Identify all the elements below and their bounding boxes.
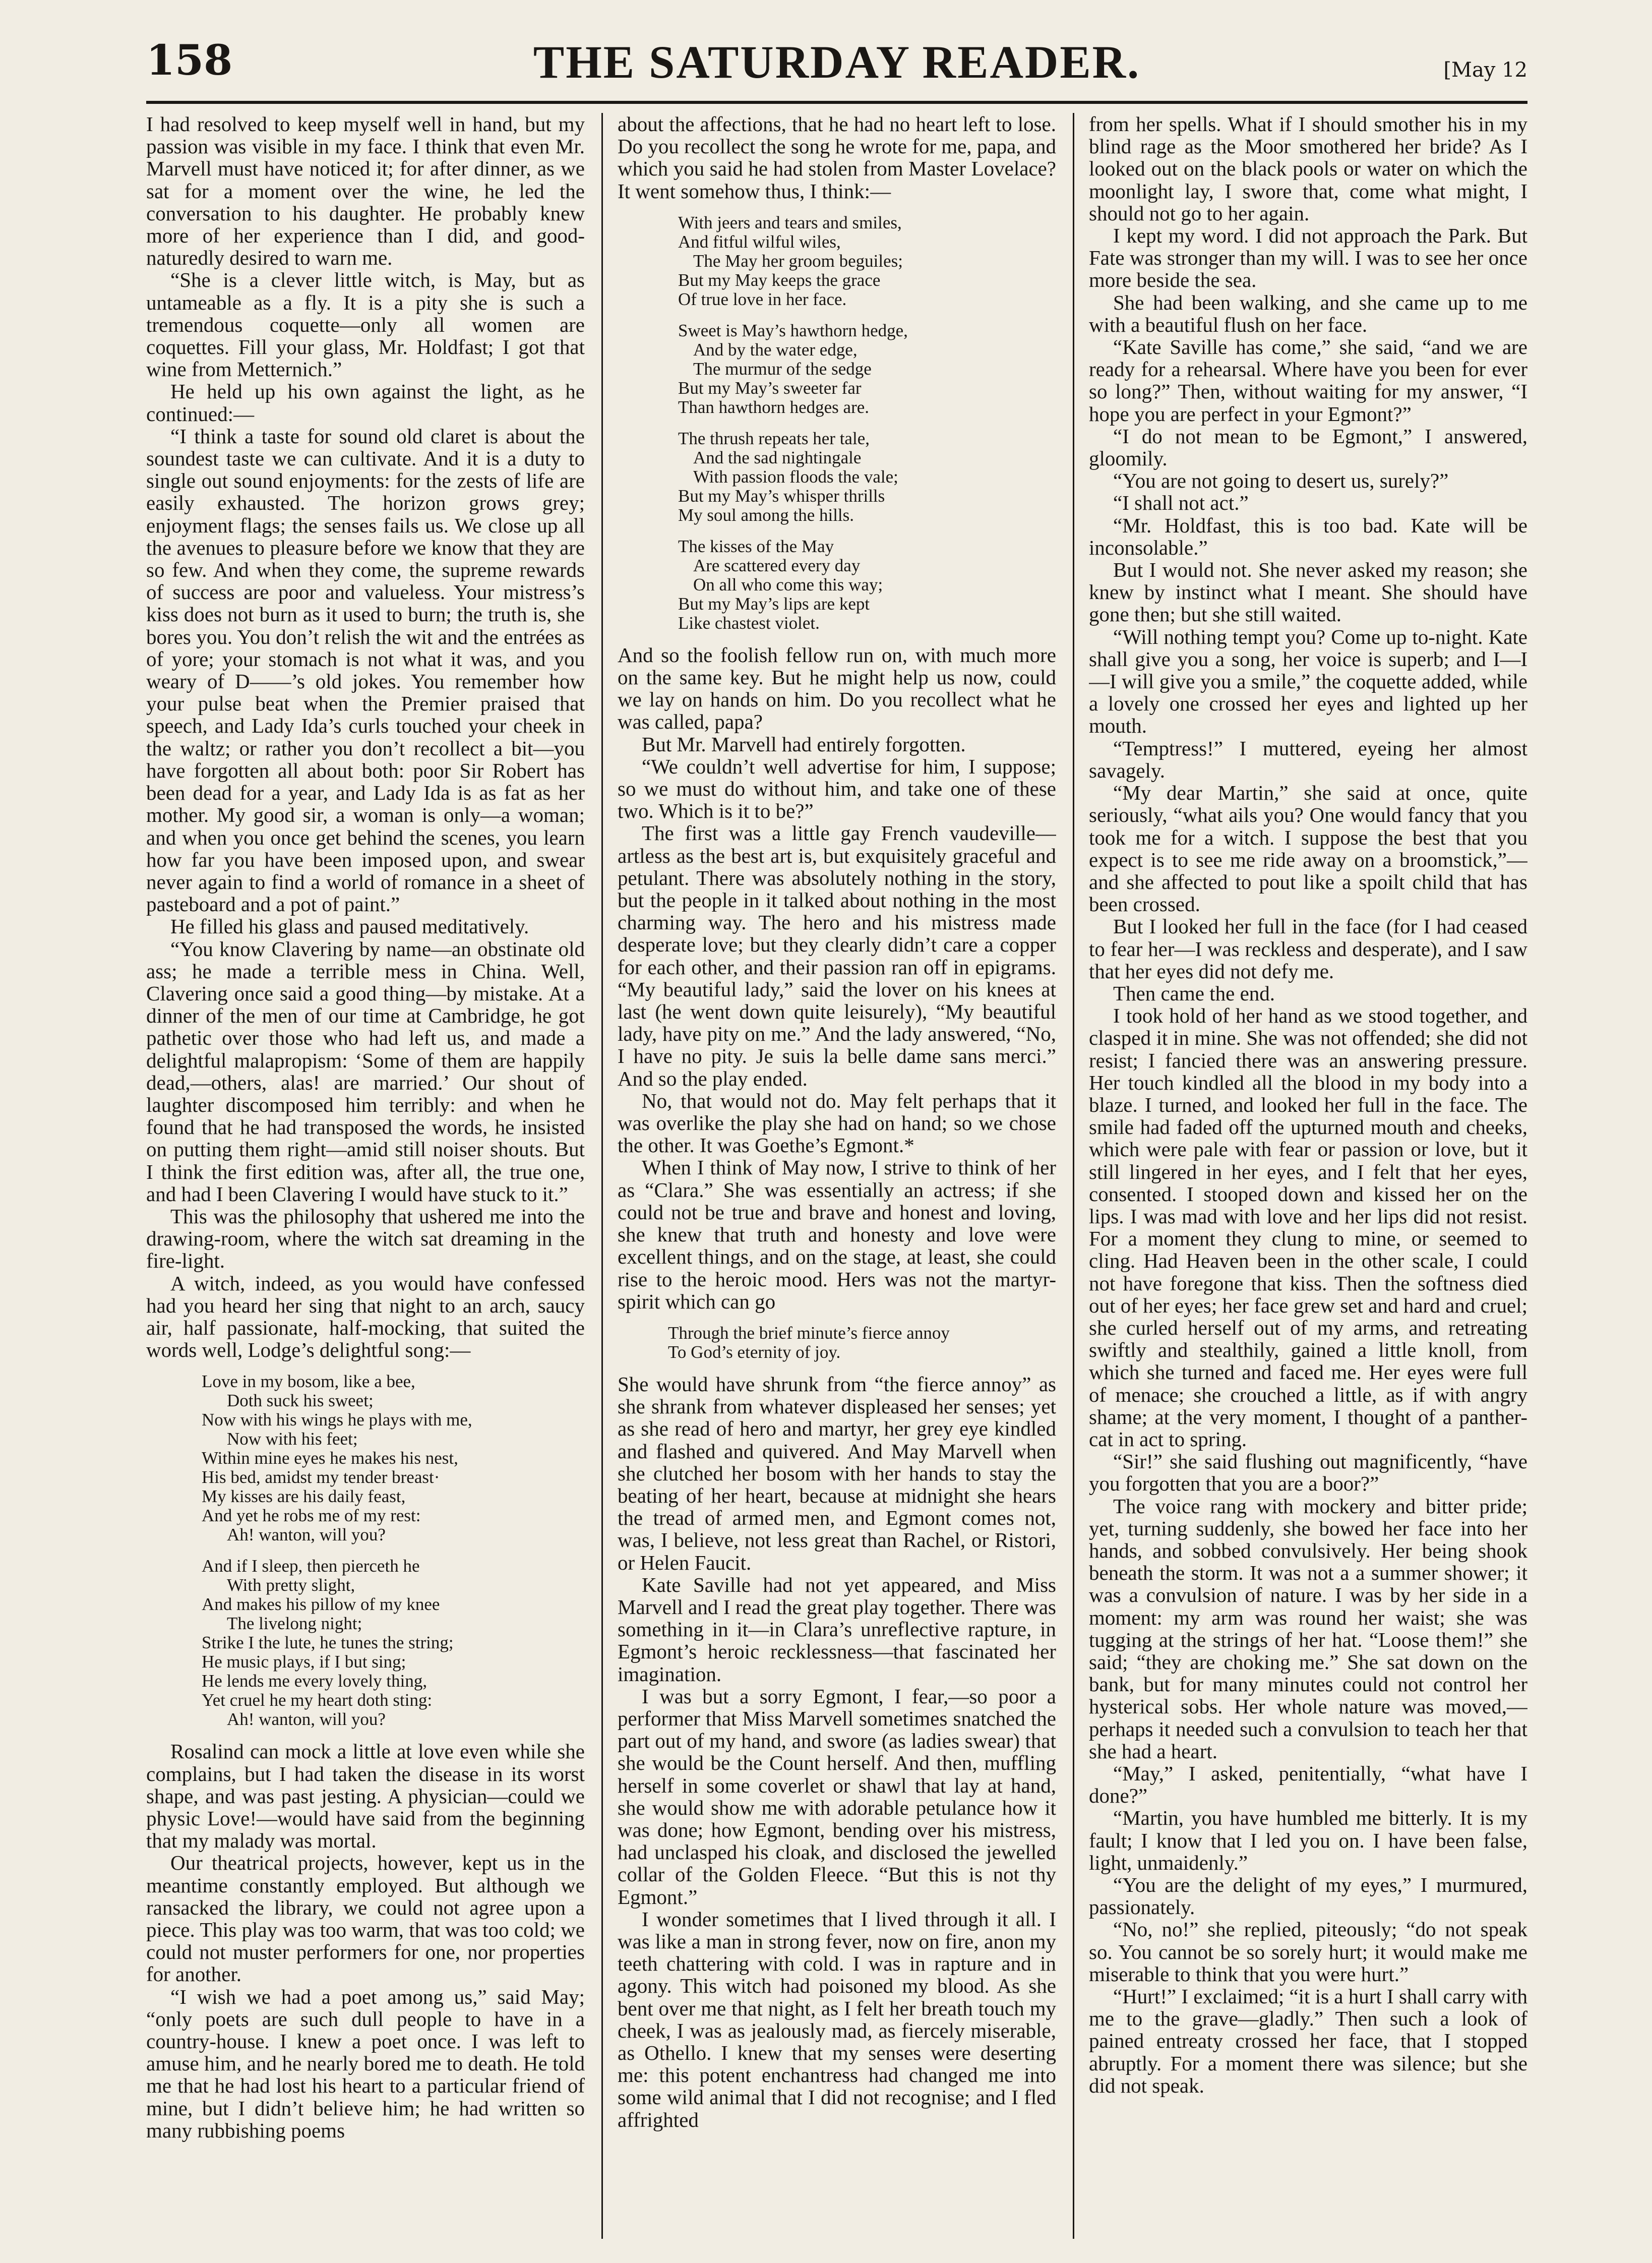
paragraph: “Martin, you have humbled me bitterly. It is my fault; I know that I led you on. I have been false, light, unmaidenly.” <box>1089 1806 1527 1874</box>
verse-line: Are scattered every day <box>693 555 861 575</box>
paragraph: I kept my word. I did not approach the Park. But Fate was stronger than my will. I was to see her once more beside the sea. <box>1089 224 1527 292</box>
paragraph: “We couldn’t well advertise for him, I suppose; so we must do without him, and take one of these two. Which is it to be?” <box>618 754 1056 823</box>
paragraph: When I think of May now, I strive to think of her as “Clara.” She was essentially an actress; if she could not be true and brave and honest and loving, she knew that truth and honesty and love were excellent things, and on the stage, at least, she could rise to the heroic mood. Hers was not the martyr-spirit which can go <box>618 1156 1056 1313</box>
paragraph: “I shall not act.” <box>1113 491 1249 515</box>
page-number: 158 <box>146 36 233 85</box>
paragraph: But Mr. Marvell had entirely forgotten. <box>642 732 966 756</box>
stanza <box>618 429 1056 525</box>
verse-line: But my May’s whisper thrills <box>678 486 885 506</box>
issue-date: [May 12 <box>1443 58 1527 82</box>
verse-line: The murmur of the sedge <box>693 359 872 379</box>
paragraph: “You know Clavering by name—an obstinate old ass; he made a terrible mess in China. Well, Clavering once said a good thing—by mistake. At a dinner of the men of our time at Cambridge, he got pathetic over those who had left us, and made a delightful malapropism: ‘Some of them are happily dead,—others, alas! are married.’ Our shout of laughter discomposed him terribly: and when he found that he had transposed the words, he insisted on putting them right—amid still noiser shouts. But I think the first edition was, after all, the true one, and had I been Clavering I would have stuck to it.” <box>146 937 585 1206</box>
paragraph: She had been walking, and she came up to me with a beautiful flush on her face. <box>1089 290 1527 336</box>
paragraph: This was the philosophy that ushered me into the drawing-room, where the witch sat dreaming in the fire-light. <box>146 1204 585 1273</box>
verse-line: Within mine eyes he makes his nest, <box>202 1448 458 1468</box>
verse-line: To God’s eternity of joy. <box>668 1342 841 1362</box>
verse-line: And fitful wilful wiles, <box>678 231 841 252</box>
verse-line: And makes his pillow of my knee <box>202 1594 440 1615</box>
verse-line: Now with his feet; <box>227 1429 358 1449</box>
verse-line: The kisses of the May <box>678 536 834 556</box>
paragraph: No, that would not do. May felt perhaps that it was overlike the play she had on hand; so we chose the other. It was Goethe’s Egmont.* <box>618 1089 1056 1157</box>
paragraph: She would have shrunk from “the fierce annoy” as she shrank from whatever displeased her senses; yet as she read of hero and martyr, her grey eye kindled and flashed and quivered. And May Marvell when she clutched her bosom with her hands to stay the beating of her heart, because at midnight she hears the tread of armed men, and Egmont comes not, was, I believe, not less great than Rachel, or Ristori, or Helen Faucit. <box>618 1372 1056 1574</box>
paragraph: “Sir!” she said flushing out magnificently, “have you forgotten that you are a boor?” <box>1089 1450 1527 1496</box>
text-column-3 <box>1089 113 1527 2239</box>
verse-line: The thrush repeats her tale, <box>678 428 870 448</box>
verse-line: But my May’s sweeter far <box>678 378 862 398</box>
verse-line: Ah! wanton, will you? <box>227 1525 386 1545</box>
verse-line: And the sad nightingale <box>693 447 862 467</box>
verse-line: My kisses are his daily feast, <box>202 1486 406 1507</box>
verse-line: The livelong night; <box>227 1614 362 1634</box>
paragraph: “I wish we had a poet among us,” said May; “only poets are such dull people to have in a country-house. I knew a poet once. I was left to amuse him, and he nearly bored me to death. He told me that he had lost his heart to a particular friend of mine, but I didn’t believe him; he had written so many rubbishing poems <box>146 1985 585 2142</box>
paragraph: I was but a sorry Egmont, I fear,—so poor a performer that Miss Marvell sometimes snatched the part out of my hand, and swore (as ladies swear) that she would be the Count herself. And then, muffling herself in some coverlet or shawl that lay at hand, she would show me with adorable petulance how it was done; how Egmont, bending over his mistress, had unclasped his cloak, and disclosed the jewelled collar of the Golden Fleece. “But this is not thy Egmont.” <box>618 1684 1056 1909</box>
publication-title: THE SATURDAY READER. <box>533 36 1141 88</box>
verse-line: The May her groom beguiles; <box>693 251 903 271</box>
column-divider <box>601 113 603 2239</box>
paragraph: “No, no!” she replied, piteously; “do not speak so. You cannot be so sorely hurt; it would make me miserable to think that you were hurt.” <box>1089 1918 1527 1986</box>
paragraph: But I would not. She never asked my reason; she knew by instinct what I meant. She should have gone then; but she still waited. <box>1089 558 1527 626</box>
paragraph: “Kate Saville has come,” she said, “and we are ready for a rehearsal. Where have you been for ever so long?” Then, without waiting for my answer, “I hope you are perfect in your Egmont?” <box>1089 335 1527 426</box>
paragraph: And so the foolish fellow run on, with much more on the same key. But he might help us now, could we lay on hands on him. Do you recollect what he was called, papa? <box>618 643 1056 734</box>
paragraph: Our theatrical projects, however, kept us in the meantime constantly employed. But although we ransacked the library, we could not agree upon a piece. This play was too warm, that was too cold; we could not muster performers for one, nor properties for another. <box>146 1851 585 1986</box>
stanza <box>618 321 1056 417</box>
paragraph: The first was a little gay French vaudeville—artless as the best art is, but exquisitely graceful and petulant. There was absolutely nothing in the story, but the people in it talked about nothing in the most charming way. The hero and his mistress made desperate love; but they clearly didn’t care a copper for each other, and their passion ran off in epigrams. “My beautiful lady,” said the lover on his knees at last (he went down quite leisurely), “My beautiful lady, have pity on me.” And the lady answered, “No, I have no pity. Je suis la belle dame sans merci.” And so the play ended. <box>618 821 1056 1090</box>
verse-line: Strike I the lute, he tunes the string; <box>202 1633 454 1653</box>
verse-line: But my May keeps the grace <box>678 270 881 290</box>
verse-line: Sweet is May’s hawthorn hedge, <box>678 320 908 340</box>
verse-line: Love in my bosom, like a bee, <box>202 1372 415 1392</box>
verse-line: And yet he robs me of my rest: <box>202 1506 421 1526</box>
paragraph: Kate Saville had not yet appeared, and Miss Marvell and I read the great play together. There was something in it—in Clara’s unreflective rapture, in Egmont’s heroic recklessness—that fascinated her imagination. <box>618 1573 1056 1686</box>
column-divider <box>1073 113 1074 2239</box>
paragraph: “My dear Martin,” she said at once, quite seriously, “what ails you? One would fancy that you took me for a witch. I suppose the best that you expect is to see me ride away on a broomstick,”—and she affected to pout like a spoilt child that has been crossed. <box>1089 781 1527 916</box>
verse-line: But my May’s lips are kept <box>678 593 870 614</box>
paragraph: about the affections, that he had no heart left to lose. Do you recollect the song he wrote for me, papa, and which you said he had stolen from Master Lovelace? It went somehow thus, I think:— <box>618 113 1056 203</box>
paragraph: from her spells. What if I should smother his in my blind rage as the Moor smothered her bride? As I looked out on the black pools or water on which the moonlight lay, I swore that, come what might, I should not go to her again. <box>1089 113 1527 225</box>
stanza <box>618 537 1056 633</box>
paragraph: “You are not going to desert us, surely?” <box>1113 469 1449 493</box>
stanza <box>618 1324 1056 1362</box>
verse-block <box>618 1324 1056 1362</box>
verse-block <box>146 1372 585 1729</box>
newspaper-page <box>146 30 1527 2239</box>
verse-line: Now with his wings he plays with me, <box>202 1410 472 1430</box>
paragraph: But I looked her full in the face (for I had ceased to fear her—I was reckless and desperate), and I saw that her eyes did not defy me. <box>1089 915 1527 983</box>
paragraph: A witch, indeed, as you would have confessed had you heard her sing that night to an arch, saucy air, half passionate, half-mocking, that suited the words well, Lodge’s delightful song:— <box>146 1271 585 1362</box>
verse-line: With pretty slight, <box>227 1575 355 1595</box>
verse-line: With jeers and tears and smiles, <box>678 212 902 232</box>
stanza <box>146 1557 585 1729</box>
paragraph: “I think a taste for sound old claret is about the soundest taste we can cultivate. And it is a duty to single out sound enjoyments: for the zests of life are easily exhausted. The horizon grows grey; enjoyment flags; the senses fails us. We close up all the avenues to pleasure before we know that they are so few. And when they come, the supreme rewards of success are poor and valueless. Your mistress’s kiss does not burn as it used to burn; the truth is, she bores you. You don’t relish the wit and the entrées as of yore; your stomach is not what it was, and you weary of D——’s old jokes. You remember how your pulse beat when the Premier praised that speech, and Lady Ida’s curls touched your cheek in the waltz; or rather you don’t recollect a bit—you have forgotten all about both: poor Sir Robert has been dead for a year, and Lady Ida is as fat as her mother. My good sir, a woman is only—a woman; and when you once get behind the scenes, you learn how far you have been imposed upon, and swear never again to find a world of romance in a sheet of pasteboard and a pot of paint.” <box>146 424 585 916</box>
verse-line: And by the water edge, <box>693 339 858 360</box>
paragraph: I took hold of her hand as we stood together, and clasped it in mine. She was not offended; she did not resist; I fancied there was an answering pressure. Her touch kindled all the blood in my body into a blaze. I turned, and looked her full in the face. The smile had faded off the upturned mouth and cheeks, which were pale with fear or passion or love, but it still lingered in her eyes, and I felt that her eyes, consented. I stooped down and kissed her on the lips. I was mad with love and her lips did not resist. For a moment they clung to mine, or seemed to cling. Had Heaven been in the other scale, I could not have foregone that kiss. Then the softness died out of her eyes; her face grew set and hard and cruel; she curled herself out of my arms, and retreating swiftly and stealthily, gained a little knoll, from which she turned and faced me. Her eyes were full of menace; she crouched a little, as if with angry shame; at the very moment, I thought of a panther-cat in act to spring. <box>1089 1004 1527 1451</box>
paragraph: Then came the end. <box>1113 981 1275 1005</box>
verse-line: With passion floods the vale; <box>693 466 898 487</box>
text-column-1 <box>146 113 585 2239</box>
verse-line: Than hawthorn hedges are. <box>678 397 870 417</box>
paragraph: “Mr. Holdfast, this is too bad. Kate will be inconsolable.” <box>1089 513 1527 559</box>
verse-line: Like chastest violet. <box>678 613 820 633</box>
paragraph: “She is a clever little witch, is May, but as untameable as a fly. It is a pity she is such a tremendous coquette—only all women are coquettes. Fill your glass, Mr. Holdfast; I got that wine from Metternich.” <box>146 268 585 381</box>
paragraph: The voice rang with mockery and bitter pride; yet, turning suddenly, she bowed her face into her hands, and sobbed convulsively. Her being shook beneath the storm. It was not a a summer shower; it was a convulsion of nature. I was by her side in a moment: my arm was round her waist; she was tugging at the strings of her hat. “Loose them!” she said; “they are choking me.” She sat down on the bank, but for many minutes could not control her hysterical sobs. Her whole nature was moved,—perhaps it needed such a convulsion to teach her that she had a heart. <box>1089 1494 1527 1763</box>
verse-line: On all who come this way; <box>693 574 883 594</box>
paragraph: “I do not mean to be Egmont,” I answered, gloomily. <box>1089 424 1527 470</box>
stanza <box>146 1372 585 1544</box>
paragraph: He held up his own against the light, as he continued:— <box>146 380 585 426</box>
paragraph: Rosalind can mock a little at love even while she complains, but I had taken the disease in its worst shape, and was past jesting. A physician—could we physic Love!—would have said from the beginning that my malady was mortal. <box>146 1740 585 1853</box>
verse-line: My soul among the hills. <box>678 505 854 525</box>
paragraph: He filled his glass and paused meditatively. <box>170 915 529 938</box>
paragraph: “May,” I asked, penitentially, “what have I done?” <box>1089 1762 1527 1808</box>
paragraph: “You are the delight of my eyes,” I murmured, passionately. <box>1089 1873 1527 1919</box>
verse-line: Ah! wanton, will you? <box>227 1709 386 1730</box>
paragraph: I had resolved to keep myself well in hand, but my passion was visible in my face. I think that even Mr. Marvell must have noticed it; for after dinner, as we sat for a moment over the wine, he led the conversation to his daughter. He probably knew more of her experience than I did, and good-naturedly desired to warn me. <box>146 113 585 270</box>
verse-line: Yet cruel he my heart doth sting: <box>202 1690 433 1710</box>
verse-line: He music plays, if I but sing; <box>202 1652 406 1672</box>
article-columns <box>146 113 1527 2239</box>
text-column-2 <box>618 113 1056 2239</box>
verse-line: He lends me every lovely thing, <box>202 1671 427 1691</box>
verse-line: Doth suck his sweet; <box>227 1391 374 1411</box>
verse-line: And if I sleep, then pierceth he <box>202 1556 420 1576</box>
paragraph: “Will nothing tempt you? Come up to-night. Kate shall give you a song, her voice is superb; and I—I—I will give you a smile,” the coquette added, while a lovely one crossed her eyes and lighted up her mouth. <box>1089 625 1527 738</box>
stanza <box>618 213 1056 309</box>
verse-block <box>618 213 1056 633</box>
verse-line: Of true love in her face. <box>678 289 847 309</box>
verse-line: His bed, amidst my tender breast· <box>202 1467 440 1487</box>
verse-line: Through the brief minute’s fierce annoy <box>668 1323 950 1343</box>
paragraph: “Temptress!” I muttered, eyeing her almost savagely. <box>1089 736 1527 782</box>
paragraph: I wonder sometimes that I lived through it all. I was like a man in strong fever, now on fire, anon my teeth chattering with cold. I was in rapture and in agony. This witch had poisoned my blood. As she bent over me that night, as I felt her breath touch my cheek, I was as jealously mad, as fiercely miserable, as Othello. I knew that my senses were deserting me: this potent enchantress had changed me into some wild animal that I did not recognise; and I fled affrighted <box>618 1907 1056 2131</box>
paragraph: “Hurt!” I exclaimed; “it is a hurt I shall carry with me to the grave—gladly.” Then such a look of pained entreaty crossed her face, that I stopped abruptly. For a moment there was silence; but she did not speak. <box>1089 1985 1527 2097</box>
page-header <box>146 30 1527 104</box>
